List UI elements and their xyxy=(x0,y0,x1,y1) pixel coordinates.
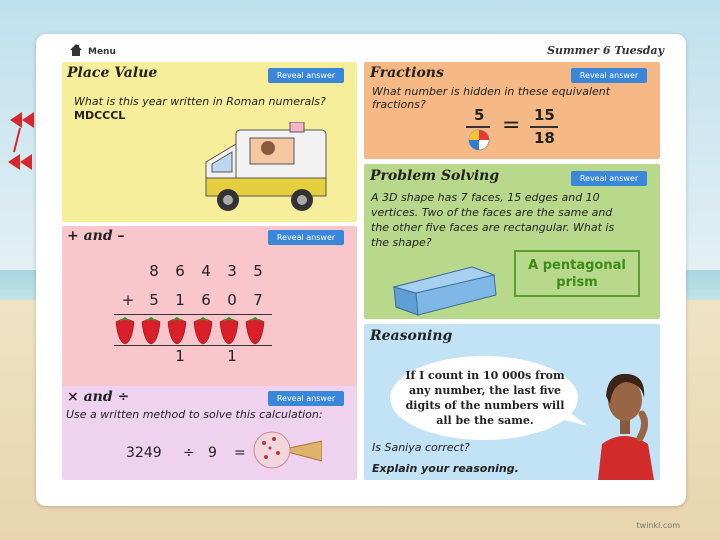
dividend: 3249 xyxy=(126,445,162,461)
addend1-digit: 5 xyxy=(253,262,263,280)
fraction-left-bar xyxy=(466,126,490,128)
strawberries-image xyxy=(112,316,272,346)
place-value-reveal-button[interactable]: Reveal answer xyxy=(268,68,344,83)
place-value-question: What is this year written in Roman numerals? xyxy=(74,95,326,108)
divisor: 9 xyxy=(208,445,217,461)
addend2-digit: 7 xyxy=(253,291,263,309)
place-value-answer: MDCCCL xyxy=(74,109,126,122)
fraction-left-numerator: 5 xyxy=(474,106,485,124)
fractions-equals: = xyxy=(502,113,521,138)
bow-decoration xyxy=(0,100,40,190)
reasoning-question: Is Saniya correct? xyxy=(372,441,470,454)
menu-link[interactable]: Menu xyxy=(88,47,116,57)
fractions-reveal-button[interactable]: Reveal answer xyxy=(571,68,647,83)
reasoning-title: Reasoning xyxy=(370,328,453,344)
problem-solving-answer: A pentagonal prism xyxy=(514,250,640,297)
problem-solving-question: A 3D shape has 7 faces, 15 edges and 10 vertices. Two of the faces are the same and the other five faces are rectangular. What is the shape? xyxy=(371,191,615,249)
divide-operator: ÷ xyxy=(183,445,195,461)
problem-solving-reveal-button[interactable]: Reveal answer xyxy=(571,171,647,186)
beach-ball-icon xyxy=(468,129,490,151)
fractions-title: Fractions xyxy=(370,65,444,81)
sum-line-bottom xyxy=(114,345,272,346)
sum-line-top xyxy=(114,314,272,315)
addend1-digit: 6 xyxy=(175,262,185,280)
twinkl-brand: twinkl.com xyxy=(636,521,680,530)
addend1-digit: 3 xyxy=(227,262,237,280)
home-icon[interactable] xyxy=(68,42,84,58)
carry-digit: 1 xyxy=(175,347,185,365)
plus-operator: + xyxy=(121,291,135,309)
fraction-right-numerator: 15 xyxy=(534,106,555,124)
addend2-digit: 6 xyxy=(201,291,211,309)
add-subtract-reveal-button[interactable]: Reveal answer xyxy=(268,230,344,245)
addend2-digit: 1 xyxy=(175,291,185,309)
multiply-divide-instruction: Use a written method to solve this calculation: xyxy=(66,408,323,421)
multiply-divide-title: × and ÷ xyxy=(67,389,130,405)
addend1-digit: 4 xyxy=(201,262,211,280)
date-label: Summer 6 Tuesday xyxy=(547,44,664,57)
speech-text: If I count in 10 000s from any number, the last five digits of the numbers will all be the same. xyxy=(405,369,565,427)
lesson-card xyxy=(36,34,686,530)
place-value-title: Place Value xyxy=(67,65,158,81)
add-subtract-title: + and – xyxy=(67,228,125,244)
pentagonal-prism-image xyxy=(384,263,504,317)
fraction-right-denominator: 18 xyxy=(534,129,555,147)
ice-cream-van-image xyxy=(202,122,332,218)
carry-digit: 1 xyxy=(227,347,237,365)
addend2-digit: 5 xyxy=(149,291,159,309)
fractions-question: What number is hidden in these equivalent fractions? xyxy=(372,85,611,111)
saniya-character-image xyxy=(588,364,660,480)
reasoning-prompt: Explain your reasoning. xyxy=(372,462,519,475)
problem-solving-title: Problem Solving xyxy=(370,168,500,184)
addend2-digit: 0 xyxy=(227,291,237,309)
fraction-right-bar xyxy=(530,126,558,128)
multiply-divide-reveal-button[interactable]: Reveal answer xyxy=(268,391,344,406)
ice-cream-cone-image xyxy=(250,427,322,473)
addend1-digit: 8 xyxy=(149,262,159,280)
equals-sign: = xyxy=(234,445,246,461)
